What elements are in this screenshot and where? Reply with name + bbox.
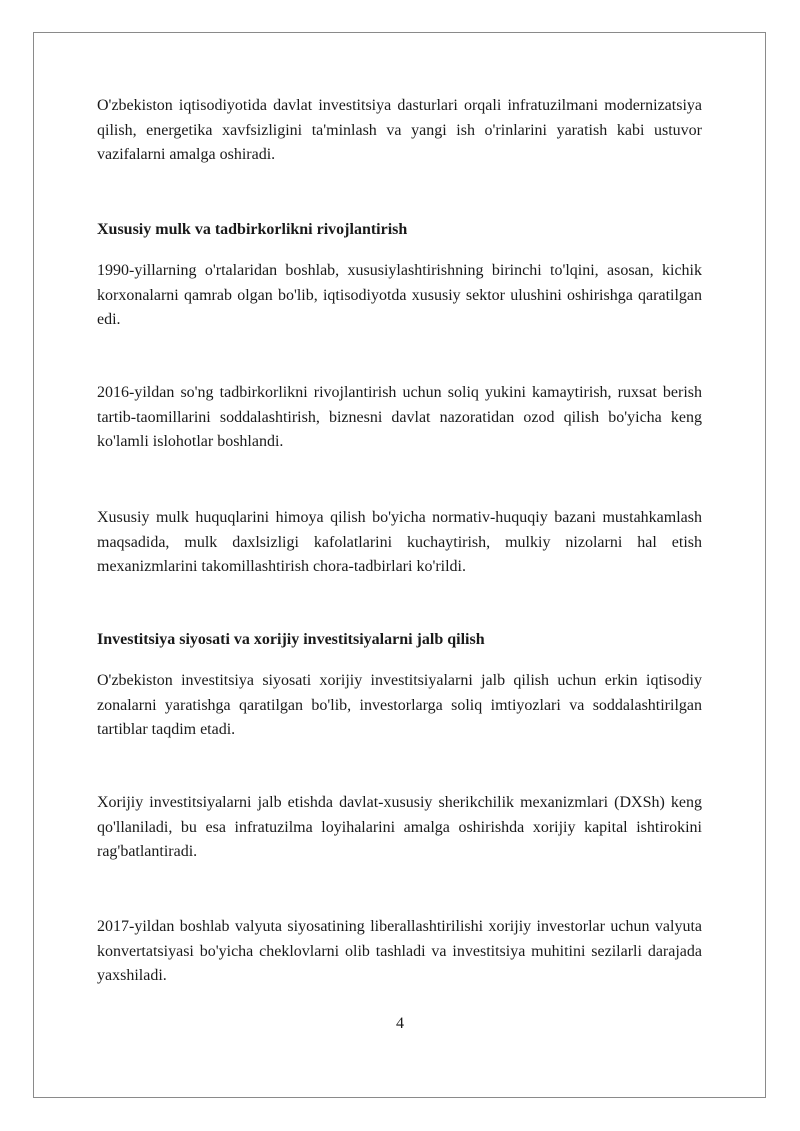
section-heading: Xususiy mulk va tadbirkorlikni rivojlantirish xyxy=(97,221,408,238)
paragraph: O'zbekiston iqtisodiyotida davlat investitsiya dasturlari orqali infratuzilmani modernizatsiya qilish, energetika xavfsizligini ta'minlash va yangi ish o'rinlarini yaratish kabi ustuvor vazifalarni amalga oshiradi. xyxy=(97,97,702,163)
paragraph: 2016-yildan so'ng tadbirkorlikni rivojlantirish uchun soliq yukini kamaytirish, ruxsat berish tartib-taomillarini soddalashtirish, biznesni davlat nazoratidan ozod qilish bo'yicha keng ko'lamli islohotlar boshlandi. xyxy=(97,384,702,450)
paragraph: Xorijiy investitsiyalarni jalb etishda davlat-xususiy sherikchilik mexanizmlari (DXSh) keng qo'llaniladi, bu esa infratuzilma loyihalarini amalga oshirishda xorijiy kapital ishtirokini rag'batlantiradi. xyxy=(97,794,702,860)
page-number: 4 xyxy=(396,1015,404,1032)
section-heading: Investitsiya siyosati va xorijiy investitsiyalarni jalb qilish xyxy=(97,631,485,648)
paragraph: O'zbekiston investitsiya siyosati xorijiy investitsiyalarni jalb qilish uchun erkin iqtisodiy zonalarni yaratishga qaratilgan bo'lib, investorlarga soliq imtiyozlari va soddalashtirilgan tartiblar taqdim etadi. xyxy=(97,672,702,738)
paragraph: Xususiy mulk huquqlarini himoya qilish bo'yicha normativ-huquqiy bazani mustahkamlash maqsadida, mulk daxlsizligi kafolatlarini kuchaytirish, mulkiy nizolarni hal etish mexanizmlarini takomillashtirish chora-tadbirlari ko'rildi. xyxy=(97,509,702,575)
paragraph: 2017-yildan boshlab valyuta siyosatining liberallashtirilishi xorijiy investorlar uchun valyuta konvertatsiyasi bo'yicha cheklovlarni olib tashladi va investitsiya muhitini sezilarli darajada yaxshiladi. xyxy=(97,918,702,984)
paragraph: 1990-yillarning o'rtalaridan boshlab, xususiylashtirishning birinchi to'lqini, asosan, kichik korxonalarni qamrab olgan bo'lib, iqtisodiyotda xususiy sektor ulushini oshirishga qaratilgan edi. xyxy=(97,262,702,328)
